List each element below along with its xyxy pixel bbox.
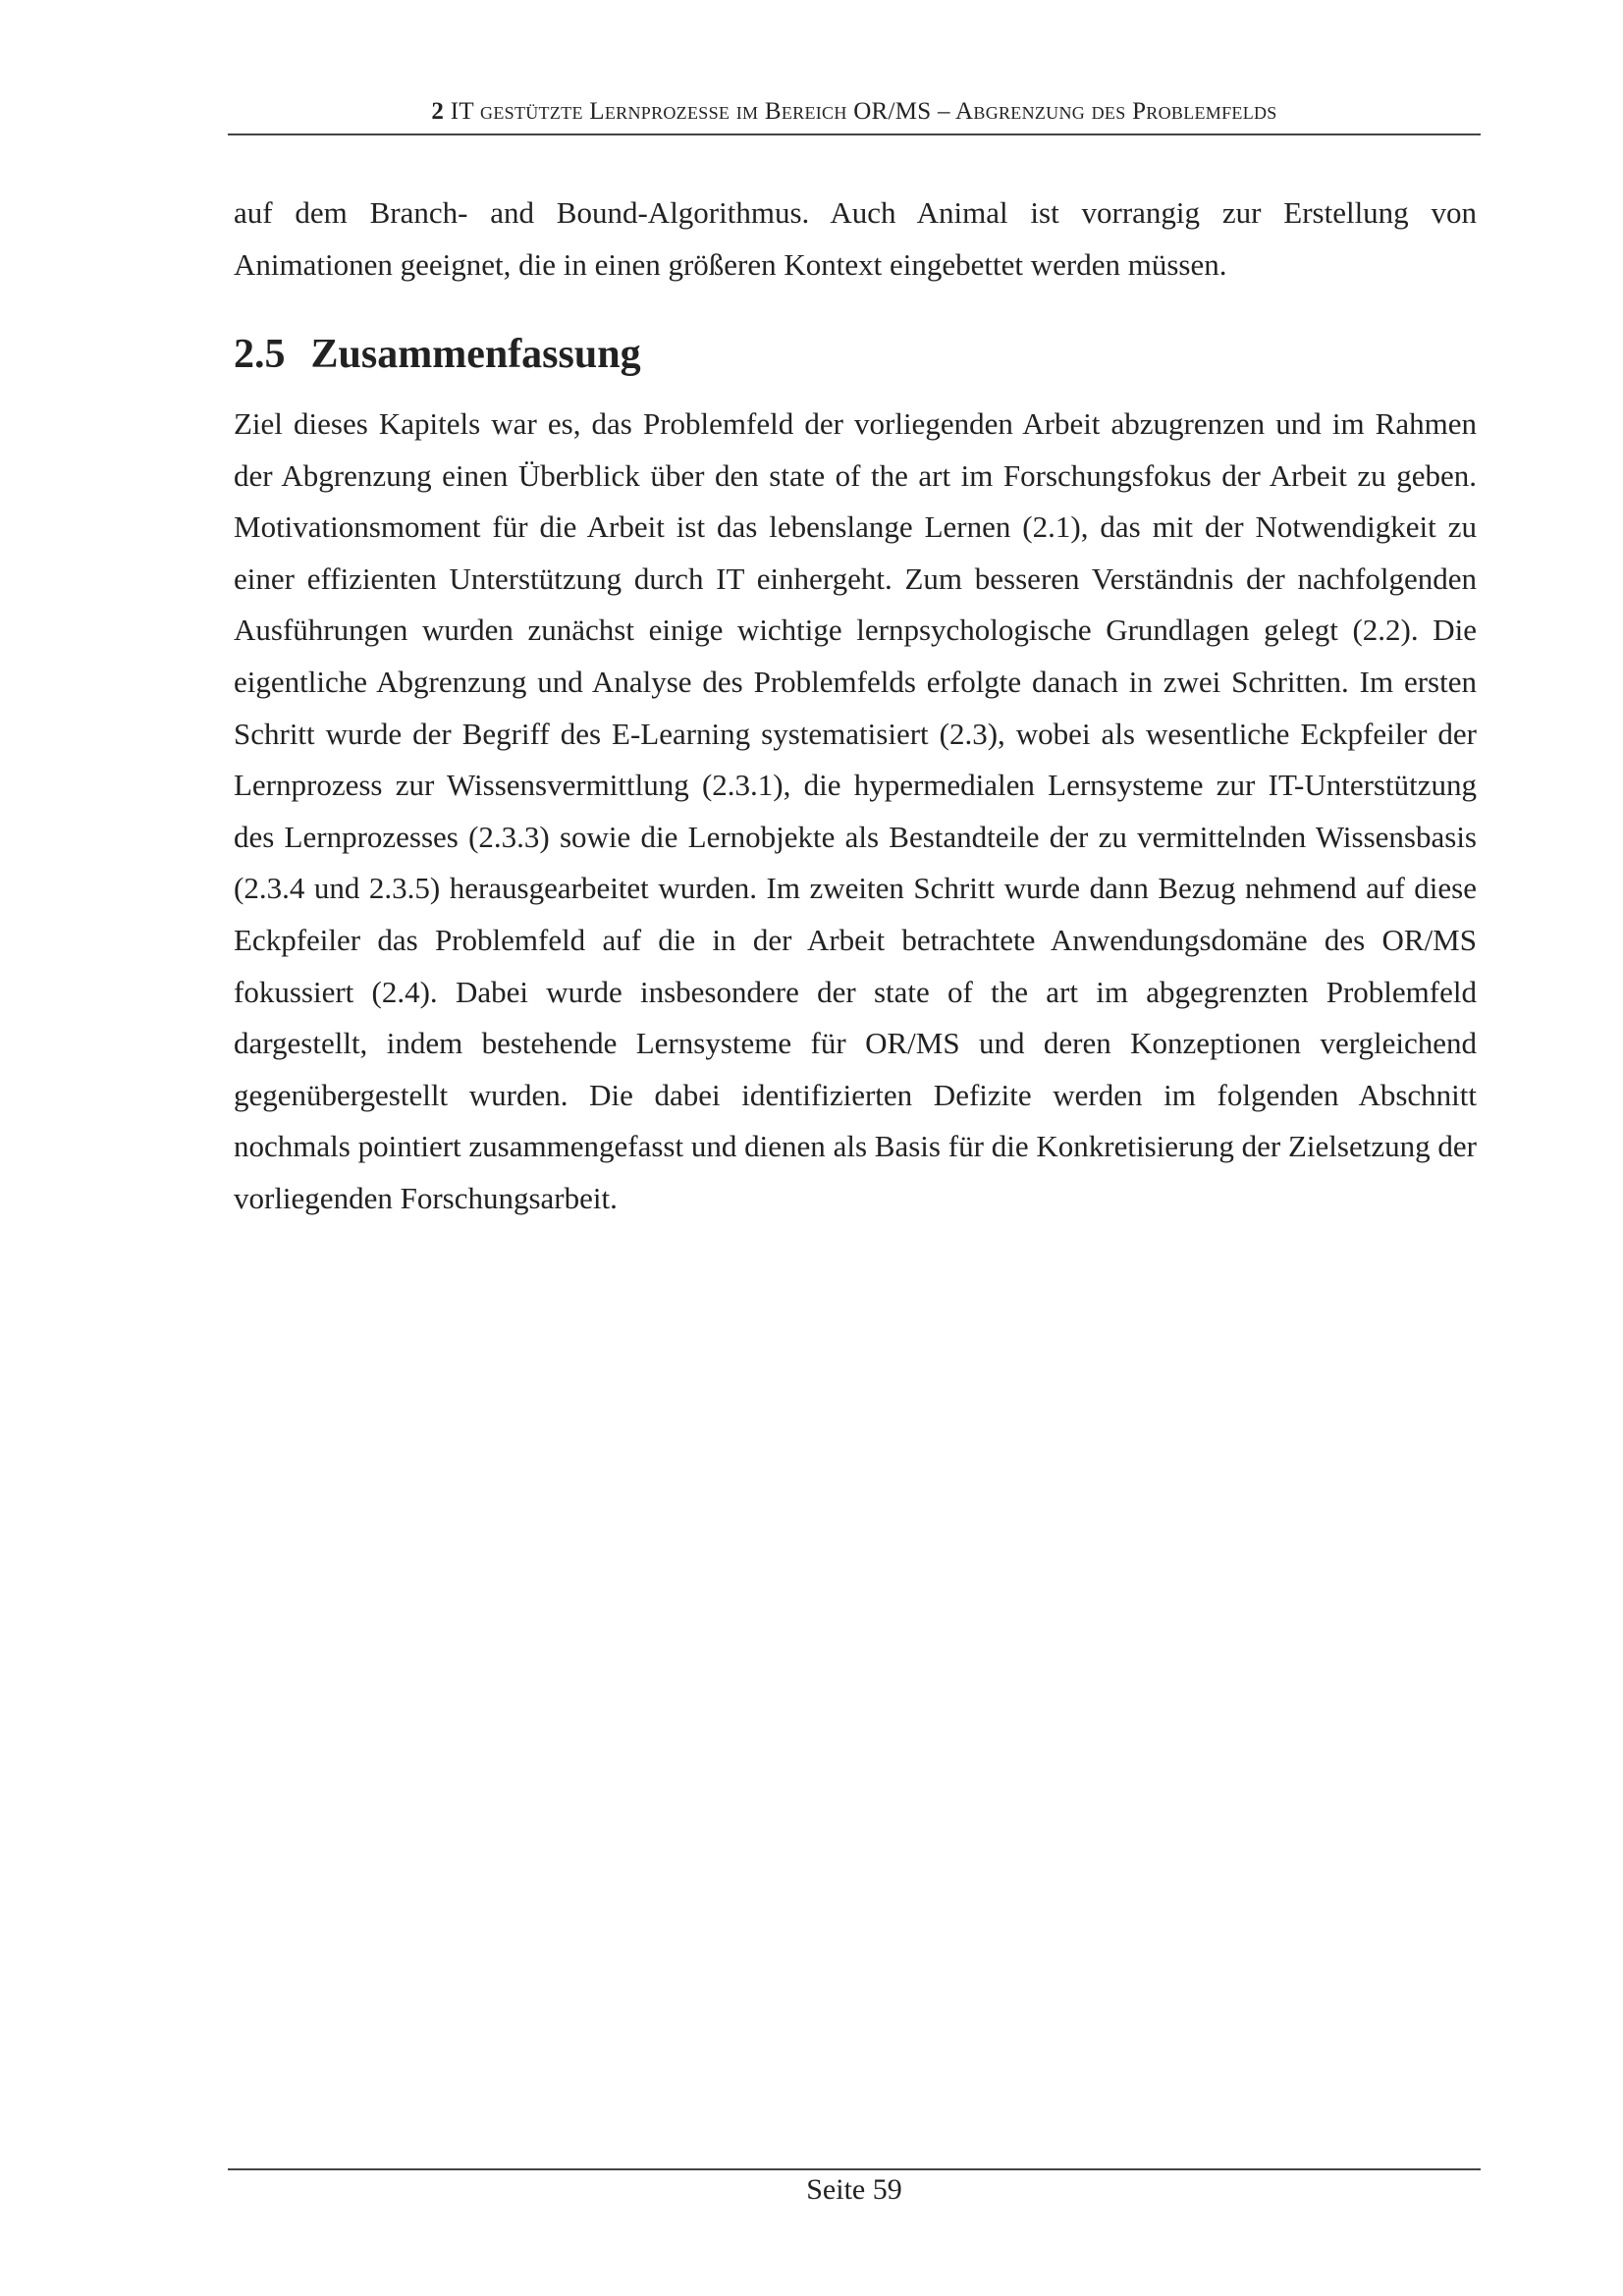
section-heading: [234, 330, 641, 379]
section-number: 2.5: [234, 332, 286, 377]
paragraph-continued: auf dem Branch- and Bound-Algorithmus. Auch Animal ist vorrangig zur Erstellung von Animationen geeignet, die in einen größeren Kontext eingebettet werden müssen.: [234, 195, 1477, 282]
page-number: Seite 59: [806, 2173, 902, 2206]
running-header: [228, 98, 1481, 126]
chapter-title: IT gestützte Lernprozesse im Bereich OR/MS – Abgrenzung des Problemfelds: [450, 98, 1277, 125]
chapter-number: 2: [431, 98, 445, 125]
section-title: Zusammenfassung: [310, 332, 641, 377]
section-paragraph: Ziel dieses Kapitels war es, das Problemfeld der vorliegenden Arbeit abzugrenzen und im Rahmen der Abgrenzung einen Überblick über den state of the art im Forschungsfokus der Arbeit zu geben. Motivationsmoment für die Arbeit ist das lebenslange Lernen (2.1), das mit der Notwendigkeit zu einer effizienten Unterstützung durch IT einhergeht. Zum besseren Verständnis der nachfolgenden Ausführungen wurden zunächst einige wichtige lernpsychologische Grundlagen gelegt (2.2). Die eigentliche Abgrenzung und Analyse des Problemfelds erfolgte danach in zwei Schritten. Im ersten Schritt wurde der Begriff des E-Learning systematisiert (2.3), wobei als wesentliche Eckpfeiler der Lernprozess zur Wissensvermittlung (2.3.1), die hypermedialen Lernsysteme zur IT-Unterstützung des Lernprozesses (2.3.3) sowie die Lernobjekte als Bestandteile der zu vermittelnden Wissensbasis (2.3.4 und 2.3.5) herausgearbeitet wurden. Im zweiten Schritt wurde dann Bezug nehmend auf diese Eckpfeiler das Problemfeld auf die in der Arbeit betrachtete Anwendungsdomäne des OR/MS fokussiert (2.4). Dabei wurde insbesondere der state of the art im abgegrenzten Problemfeld dargestellt, indem bestehende Lernsysteme für OR/MS und deren Konzeptionen vergleichend gegenübergestellt wurden. Die dabei identifizierten Defizite werden im folgenden Abschnitt nochmals pointiert zusammengefasst und dienen als Basis für die Konkretisierung der Zielsetzung der vorliegenden Forschungsarbeit.: [234, 406, 1477, 1215]
header-rule: [228, 133, 1481, 135]
footer-rule: [228, 2168, 1481, 2170]
